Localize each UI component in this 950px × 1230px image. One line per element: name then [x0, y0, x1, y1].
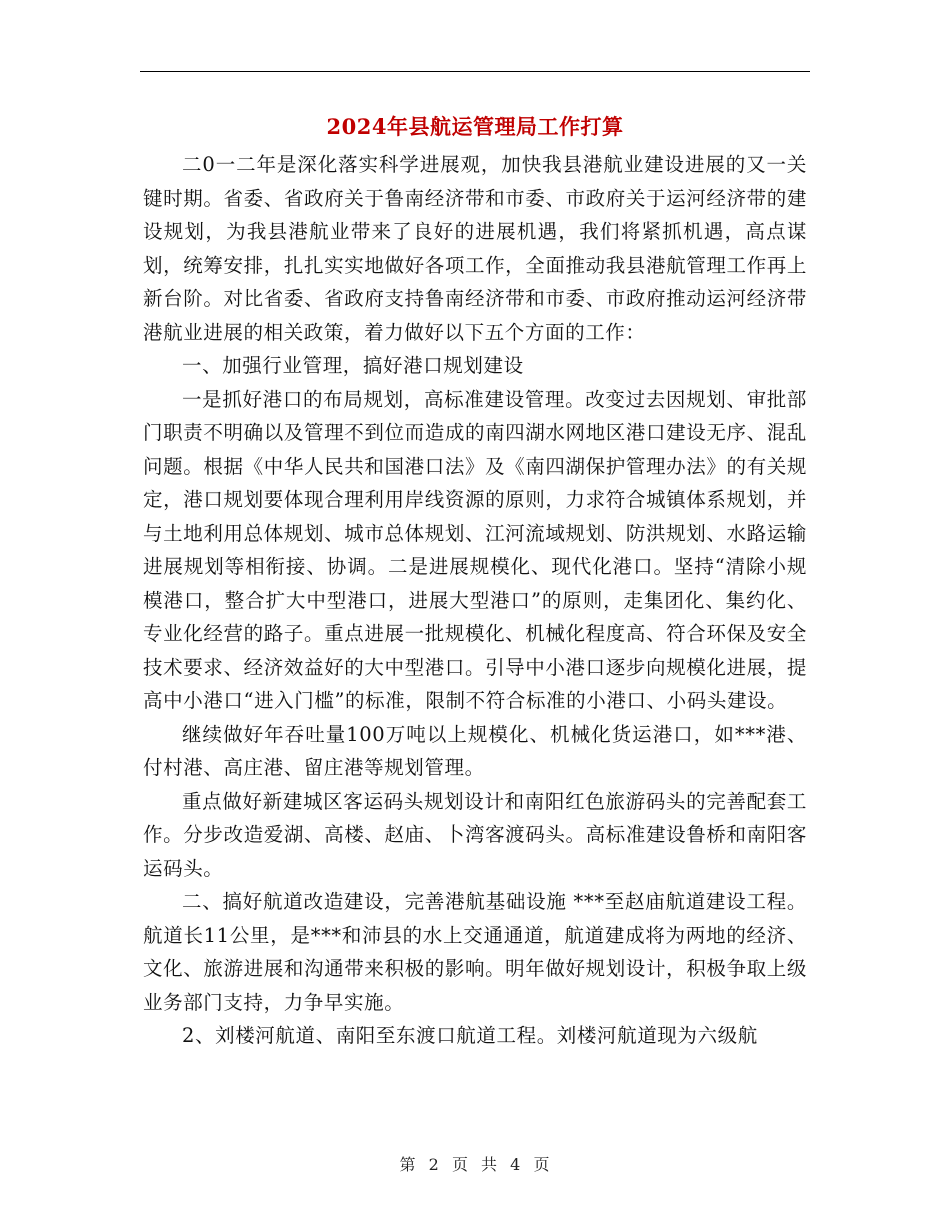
section-heading-1: 一、加强行业管理，搞好港口规划建设	[182, 354, 524, 377]
footer-suffix: 页	[533, 1155, 551, 1174]
paragraph-port-planning: 一是抓好港口的布局规划，高标准建设管理。改变过去因规划、审批部门职责不明确以及管理不到位而造成的南四湖水网地区港口建设无序、混乱问题。根据《中华人民共和国港口法》及《南四湖保护管理办法》的有关规定，港口规划要体现合理利用岸线资源的原则，力求符合城镇体系规划，并与土地利用总体规划、城市总体规划、江河流域规划、防洪规划、水路运输进展规划等相衔接、协调。二是进展规模化、现代化港口。坚持“清除小规模港口，整合扩大中型港口，进展大型港口”的原则，走集团化、集约化、专业化经营的路子。重点进展一批规模化、机械化程度高、符合环保及安全技术要求、经济效益好的大中型港口。引导中小港口逐步向规模化进展，提高中小港口“进入门槛”的标准，限制不符合标准的小港口、小码头建设。	[143, 387, 807, 712]
footer-total-pages: 4	[510, 1155, 522, 1174]
paragraph-cargo-ports: 继续做好年吞吐量100万吨以上规模化、机械化货运港口，如***港、付村港、高庄港、留庄港等规划管理。	[143, 722, 807, 779]
paragraph-intro: 二0一二年是深化落实科学进展观，加快我县港航业建设进展的又一关键时期。省委、省政府关于鲁南经济带和市委、市政府关于运河经济带的建设规划，为我县港航业带来了良好的进展机遇，我们将紧抓机遇，高点谋划，统筹安排，扎扎实实地做好各项工作，全面推动我县港航管理工作再上新台阶。对比省委、省政府支持鲁南经济带和市委、市政府推动运河经济带港航业进展的相关政策，着力做好以下五个方面的工作：	[143, 153, 807, 344]
paragraph-liulou-channel: 2、刘楼河航道、南阳至东渡口航道工程。刘楼河航道现为六级航	[182, 1024, 758, 1047]
footer-total-word: 共	[481, 1155, 499, 1174]
document-body	[143, 148, 807, 1053]
footer-prefix: 第	[399, 1155, 417, 1174]
footer-page-number: 2	[428, 1155, 440, 1174]
paragraph-passenger-docks: 重点做好新建城区客运码头规划设计和南阳红色旅游码头的完善配套工作。分步改造爱湖、高楼、赵庙、卜湾客渡码头。高标准建设鲁桥和南阳客运码头。	[143, 789, 807, 880]
document-title: 2024年县航运管理局工作打算	[326, 114, 624, 139]
page-footer	[140, 1152, 810, 1175]
section-heading-2: 二、搞好航道改造建设，完善港航基础设施 ***至赵庙航道建设工程。航道长11公里，是***和沛县的水上交通通道，航道建成将为两地的经济、文化、旅游进展和沟通带来积极的影响。明年做好规划设计，积极争取上级业务部门支持，力争早实施。	[143, 890, 807, 1014]
header-rule	[140, 71, 810, 72]
footer-page-word: 页	[451, 1155, 469, 1174]
